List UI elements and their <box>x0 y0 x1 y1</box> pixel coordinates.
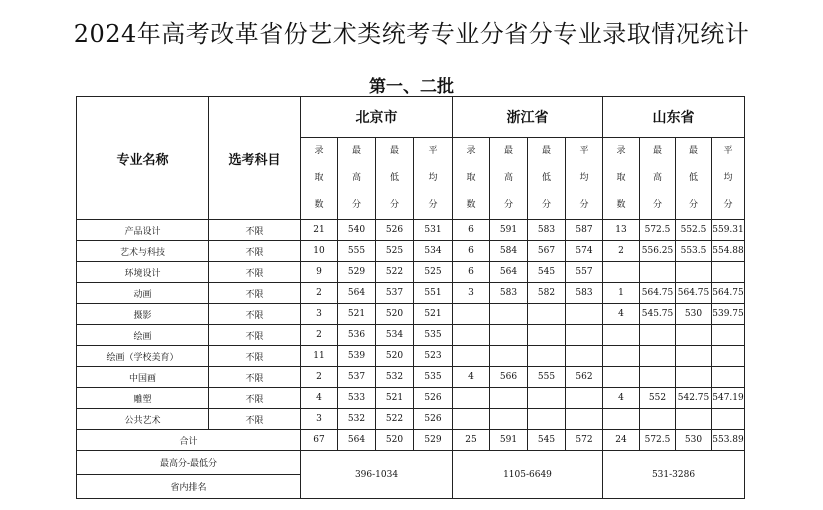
score-cell: 535 <box>414 367 453 388</box>
subheader-char: 分 <box>723 200 733 210</box>
score-cell <box>453 346 490 367</box>
score-cell: 6 <box>453 220 490 241</box>
table-row <box>77 262 745 283</box>
subheader-char: 最 <box>503 146 513 156</box>
score-cell <box>712 346 745 367</box>
score-cell: 2 <box>603 241 640 262</box>
score-cell: 534 <box>376 325 414 346</box>
score-cell: 564.75 <box>712 283 745 304</box>
score-cell: 537 <box>376 283 414 304</box>
subheader-char: 平 <box>428 146 438 156</box>
score-cell: 574 <box>566 241 603 262</box>
score-cell: 536 <box>338 325 376 346</box>
score-cell <box>712 262 745 283</box>
score-cell: 583 <box>566 283 603 304</box>
table-row <box>77 388 745 409</box>
subject-cell: 不限 <box>209 283 301 304</box>
table-row <box>77 346 745 367</box>
score-cell: 521 <box>414 304 453 325</box>
score-cell: 21 <box>301 220 338 241</box>
subheader-char: 均 <box>428 173 438 183</box>
major-name-cell: 中国画 <box>77 367 209 388</box>
score-cell: 521 <box>338 304 376 325</box>
score-cell <box>490 409 528 430</box>
subheader-char: 低 <box>389 173 399 183</box>
score-cell: 13 <box>603 220 640 241</box>
subheader-char: 数 <box>466 200 476 210</box>
subject-cell: 不限 <box>209 325 301 346</box>
score-cell <box>640 346 676 367</box>
score-cell <box>712 325 745 346</box>
score-cell <box>640 325 676 346</box>
score-cell <box>566 409 603 430</box>
total-cell: 529 <box>414 430 453 451</box>
major-name-cell: 公共艺术 <box>77 409 209 430</box>
subheader-char: 数 <box>314 200 324 210</box>
score-cell: 572.5 <box>640 220 676 241</box>
score-cell: 562 <box>566 367 603 388</box>
score-cell <box>528 388 566 409</box>
score-cell: 583 <box>490 283 528 304</box>
score-cell: 532 <box>376 367 414 388</box>
subheader-char: 分 <box>389 200 399 210</box>
score-cell: 521 <box>376 388 414 409</box>
score-cell <box>490 325 528 346</box>
admission-table <box>76 96 745 499</box>
score-cell <box>712 409 745 430</box>
score-cell: 552 <box>640 388 676 409</box>
total-cell: 24 <box>603 430 640 451</box>
score-cell: 2 <box>301 367 338 388</box>
score-cell: 555 <box>338 241 376 262</box>
subheader-char: 数 <box>616 200 626 210</box>
total-cell: 553.89 <box>712 430 745 451</box>
score-cell: 557 <box>566 262 603 283</box>
total-row <box>77 430 745 451</box>
score-cell: 583 <box>528 220 566 241</box>
score-cell <box>490 388 528 409</box>
subject-cell: 不限 <box>209 304 301 325</box>
score-cell: 539.75 <box>712 304 745 325</box>
score-cell: 11 <box>301 346 338 367</box>
total-cell: 545 <box>528 430 566 451</box>
rank-value-cell: 396-1034 <box>301 451 453 499</box>
subheader-char: 低 <box>688 173 698 183</box>
subheader-min-score <box>676 138 712 220</box>
major-name-cell: 艺术与科技 <box>77 241 209 262</box>
major-name-cell: 产品设计 <box>77 220 209 241</box>
major-name-cell: 雕塑 <box>77 388 209 409</box>
score-cell: 520 <box>376 346 414 367</box>
score-cell: 567 <box>528 241 566 262</box>
score-cell: 530 <box>676 304 712 325</box>
major-name-cell: 绘画（学校美育） <box>77 346 209 367</box>
major-name-cell: 绘画 <box>77 325 209 346</box>
score-cell <box>453 388 490 409</box>
score-cell <box>566 325 603 346</box>
score-cell <box>566 346 603 367</box>
subject-cell: 不限 <box>209 367 301 388</box>
table-row <box>77 325 745 346</box>
table-row <box>77 283 745 304</box>
subheader-char: 分 <box>428 200 438 210</box>
score-cell <box>603 409 640 430</box>
total-cell: 572 <box>566 430 603 451</box>
major-name-cell: 动画 <box>77 283 209 304</box>
score-cell: 545.75 <box>640 304 676 325</box>
score-cell: 6 <box>453 262 490 283</box>
score-cell <box>453 325 490 346</box>
subheader-char: 平 <box>723 146 733 156</box>
subheader-char: 最 <box>541 146 551 156</box>
score-cell <box>676 262 712 283</box>
score-cell: 564 <box>490 262 528 283</box>
score-cell <box>603 367 640 388</box>
major-header: 专业名称 <box>77 97 209 220</box>
score-cell: 539 <box>338 346 376 367</box>
score-cell: 529 <box>338 262 376 283</box>
subheader-char: 最 <box>688 146 698 156</box>
subheader-char: 录 <box>314 146 324 156</box>
score-cell: 3 <box>301 409 338 430</box>
score-cell <box>566 388 603 409</box>
score-cell: 522 <box>376 409 414 430</box>
score-cell <box>676 325 712 346</box>
subheader-min-score <box>528 138 566 220</box>
score-cell: 537 <box>338 367 376 388</box>
subheader-char: 最 <box>652 146 662 156</box>
subheader-char: 录 <box>616 146 626 156</box>
score-cell <box>528 304 566 325</box>
subheader-char: 分 <box>351 200 361 210</box>
score-cell: 540 <box>338 220 376 241</box>
region-header-beijing: 北京市 <box>301 97 453 138</box>
major-name-cell: 摄影 <box>77 304 209 325</box>
score-cell <box>528 346 566 367</box>
score-cell <box>712 367 745 388</box>
total-cell: 564 <box>338 430 376 451</box>
score-cell: 545 <box>528 262 566 283</box>
subheader-char: 分 <box>541 200 551 210</box>
score-cell: 2 <box>301 283 338 304</box>
score-cell: 525 <box>376 241 414 262</box>
score-cell <box>603 346 640 367</box>
score-cell: 564.75 <box>640 283 676 304</box>
score-cell: 2 <box>301 325 338 346</box>
score-cell: 533 <box>338 388 376 409</box>
subheader-avg-score <box>712 138 745 220</box>
subject-cell: 不限 <box>209 346 301 367</box>
rank-row <box>77 451 745 475</box>
score-cell: 520 <box>376 304 414 325</box>
score-cell <box>640 409 676 430</box>
region-header-zhejiang: 浙江省 <box>453 97 603 138</box>
table-row <box>77 220 745 241</box>
subheader-max-score <box>490 138 528 220</box>
score-cell: 587 <box>566 220 603 241</box>
score-cell: 552.5 <box>676 220 712 241</box>
total-cell: 25 <box>453 430 490 451</box>
score-cell <box>640 262 676 283</box>
subheader-char: 低 <box>541 173 551 183</box>
score-cell: 531 <box>414 220 453 241</box>
score-cell: 4 <box>603 388 640 409</box>
score-cell: 523 <box>414 346 453 367</box>
subheader-enrolled-count <box>603 138 640 220</box>
score-cell <box>676 409 712 430</box>
score-cell: 1 <box>603 283 640 304</box>
score-cell <box>528 409 566 430</box>
score-cell: 591 <box>490 220 528 241</box>
score-cell: 555 <box>528 367 566 388</box>
table-row <box>77 409 745 430</box>
subheader-enrolled-count <box>301 138 338 220</box>
region-header-shandong: 山东省 <box>603 97 745 138</box>
subheader-char: 最 <box>389 146 399 156</box>
total-label: 合计 <box>77 430 301 451</box>
subheader-avg-score <box>566 138 603 220</box>
subheader-max-score <box>640 138 676 220</box>
rank-label-line1: 最高分-最低分 <box>77 451 301 475</box>
score-cell: 522 <box>376 262 414 283</box>
score-cell <box>603 262 640 283</box>
subheader-char: 分 <box>579 200 589 210</box>
total-cell: 520 <box>376 430 414 451</box>
score-cell: 551 <box>414 283 453 304</box>
score-cell: 525 <box>414 262 453 283</box>
subheader-char: 均 <box>579 173 589 183</box>
total-cell: 591 <box>490 430 528 451</box>
subheader-min-score <box>376 138 414 220</box>
subheader-char: 最 <box>351 146 361 156</box>
table-row <box>77 304 745 325</box>
score-cell: 10 <box>301 241 338 262</box>
score-cell: 554.88 <box>712 241 745 262</box>
score-cell: 582 <box>528 283 566 304</box>
table-row <box>77 241 745 262</box>
subheader-enrolled-count <box>453 138 490 220</box>
subheader-char: 取 <box>314 173 324 183</box>
subheader-char: 均 <box>723 173 733 183</box>
score-cell <box>528 325 566 346</box>
score-cell: 3 <box>301 304 338 325</box>
score-cell <box>453 409 490 430</box>
score-cell: 4 <box>301 388 338 409</box>
score-cell <box>603 325 640 346</box>
subject-cell: 不限 <box>209 220 301 241</box>
total-cell: 67 <box>301 430 338 451</box>
score-cell <box>453 304 490 325</box>
score-cell <box>490 304 528 325</box>
subheader-char: 高 <box>652 173 662 183</box>
batch-subtitle: 第一、二批 <box>369 77 454 97</box>
subheader-char: 分 <box>688 200 698 210</box>
score-cell: 526 <box>414 409 453 430</box>
score-cell: 564 <box>338 283 376 304</box>
subject-cell: 不限 <box>209 241 301 262</box>
score-cell: 564.75 <box>676 283 712 304</box>
subheader-char: 分 <box>652 200 662 210</box>
header-row-regions <box>77 97 745 138</box>
score-cell: 542.75 <box>676 388 712 409</box>
total-cell: 530 <box>676 430 712 451</box>
score-cell: 566 <box>490 367 528 388</box>
score-cell <box>490 346 528 367</box>
page-title: 2024年高考改革省份艺术类统考专业分省分专业录取情况统计 <box>73 20 750 48</box>
score-cell: 532 <box>338 409 376 430</box>
subheader-char: 取 <box>616 173 626 183</box>
subheader-avg-score <box>414 138 453 220</box>
subheader-char: 取 <box>466 173 476 183</box>
score-cell <box>676 367 712 388</box>
subject-header: 选考科目 <box>209 97 301 220</box>
subheader-char: 分 <box>503 200 513 210</box>
subject-cell: 不限 <box>209 409 301 430</box>
rank-value-cell: 531-3286 <box>603 451 745 499</box>
major-name-cell: 环境设计 <box>77 262 209 283</box>
subheader-char: 录 <box>466 146 476 156</box>
score-cell <box>566 304 603 325</box>
subject-cell: 不限 <box>209 388 301 409</box>
score-cell <box>676 346 712 367</box>
score-cell: 9 <box>301 262 338 283</box>
rank-value-cell: 1105-6649 <box>453 451 603 499</box>
score-cell <box>640 367 676 388</box>
score-cell: 535 <box>414 325 453 346</box>
score-cell: 553.5 <box>676 241 712 262</box>
subheader-char: 高 <box>503 173 513 183</box>
score-cell: 534 <box>414 241 453 262</box>
score-cell: 526 <box>376 220 414 241</box>
score-cell: 584 <box>490 241 528 262</box>
score-cell: 556.25 <box>640 241 676 262</box>
score-cell: 559.31 <box>712 220 745 241</box>
score-cell: 526 <box>414 388 453 409</box>
score-cell: 4 <box>603 304 640 325</box>
subheader-char: 高 <box>351 173 361 183</box>
total-cell: 572.5 <box>640 430 676 451</box>
table-row <box>77 367 745 388</box>
subheader-max-score <box>338 138 376 220</box>
score-cell: 4 <box>453 367 490 388</box>
score-cell: 6 <box>453 241 490 262</box>
score-cell: 3 <box>453 283 490 304</box>
subject-cell: 不限 <box>209 262 301 283</box>
score-cell: 547.19 <box>712 388 745 409</box>
rank-label-line2: 省内排名 <box>77 475 301 499</box>
subheader-char: 平 <box>579 146 589 156</box>
